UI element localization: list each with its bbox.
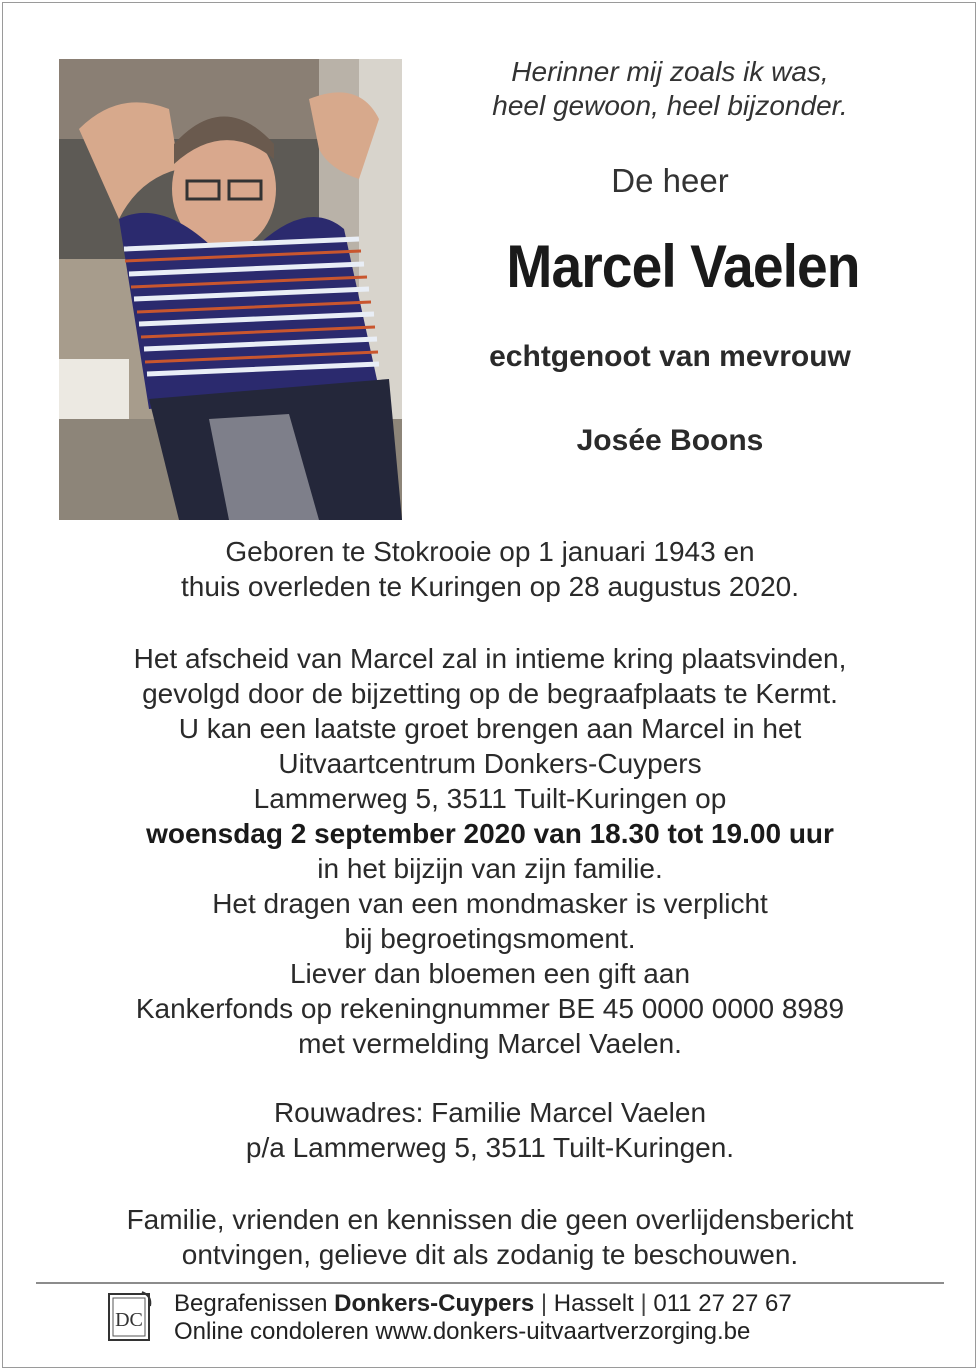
- footer-line-company: [174, 1290, 792, 1318]
- text-line: Familie, vrienden en kennissen die geen overlijdensbericht: [126, 1204, 854, 1235]
- svg-text:DC: DC: [115, 1309, 143, 1331]
- separator: |: [640, 1290, 647, 1317]
- text-line: Uitvaartcentrum Donkers-Cuypers: [278, 748, 702, 779]
- text-line: in het bijzijn van zijn familie.: [317, 853, 663, 884]
- text-line: Geboren te Stokrooie op 1 januari 1943 en: [225, 536, 755, 567]
- company-city: Hasselt: [553, 1290, 634, 1317]
- online-label: Online condoleren: [174, 1318, 369, 1345]
- text-line: Liever dan bloemen een gift aan: [289, 958, 691, 989]
- honorific-title: De heer: [611, 162, 729, 199]
- separator: |: [540, 1290, 548, 1317]
- text-line: bij begroetingsmoment.: [344, 923, 636, 954]
- spouse-intro: echtgenoot van mevrouw: [489, 340, 851, 373]
- footer-line-online: [174, 1318, 792, 1346]
- text-line: Het dragen van een mondmasker is verplicht: [212, 888, 768, 919]
- text-line: Kankerfonds op rekeningnummer BE 45 0000 0000 8989: [135, 993, 845, 1024]
- text-line: thuis overleden te Kuringen op 28 augustus 2020.: [180, 571, 799, 602]
- quote-line: Herinner mij zoals ik was,: [511, 56, 829, 87]
- text-line: U kan een laatste groet brengen aan Marcel in het: [178, 713, 802, 744]
- funeral-home-logo-icon: [106, 1290, 156, 1344]
- visitation-datetime: woensdag 2 september 2020 van 18.30 tot 19.00 uur: [146, 818, 834, 849]
- company-phone[interactable]: 011 27 27 67: [653, 1290, 792, 1317]
- text-line: Het afscheid van Marcel zal in intieme kring plaatsvinden,: [133, 643, 847, 674]
- text-line: gevolgd door de bijzetting op de begraafplaats te Kermt.: [142, 678, 838, 709]
- text-line: Rouwadres: Familie Marcel Vaelen: [273, 1097, 707, 1128]
- text-line: ontvingen, gelieve dit als zodanig te beschouwen.: [181, 1239, 799, 1270]
- mourning-address: [40, 1095, 940, 1165]
- birth-death-paragraph: [40, 534, 940, 604]
- footer-divider: [36, 1282, 944, 1284]
- footer-info: [174, 1290, 792, 1346]
- spouse-name: Josée Boons: [576, 424, 764, 457]
- deceased-name: Marcel Vaelen: [506, 233, 860, 300]
- company-name: Donkers-Cuypers: [334, 1290, 535, 1317]
- text-line: p/a Lammerweg 5, 3511 Tuilt-Kuringen.: [245, 1132, 735, 1163]
- text-line: Lammerweg 5, 3511 Tuilt-Kuringen op: [253, 783, 727, 814]
- memorial-quote: [440, 55, 900, 123]
- text-line: met vermelding Marcel Vaelen.: [298, 1028, 682, 1059]
- notice-paragraph: [40, 1202, 940, 1272]
- website-link[interactable]: www.donkers-uitvaartverzorging.be: [375, 1318, 751, 1345]
- farewell-paragraph: [40, 641, 940, 1061]
- portrait-photo: [59, 59, 402, 520]
- quote-line: heel gewoon, heel bijzonder.: [492, 90, 848, 121]
- company-prefix: Begrafenissen: [174, 1290, 328, 1317]
